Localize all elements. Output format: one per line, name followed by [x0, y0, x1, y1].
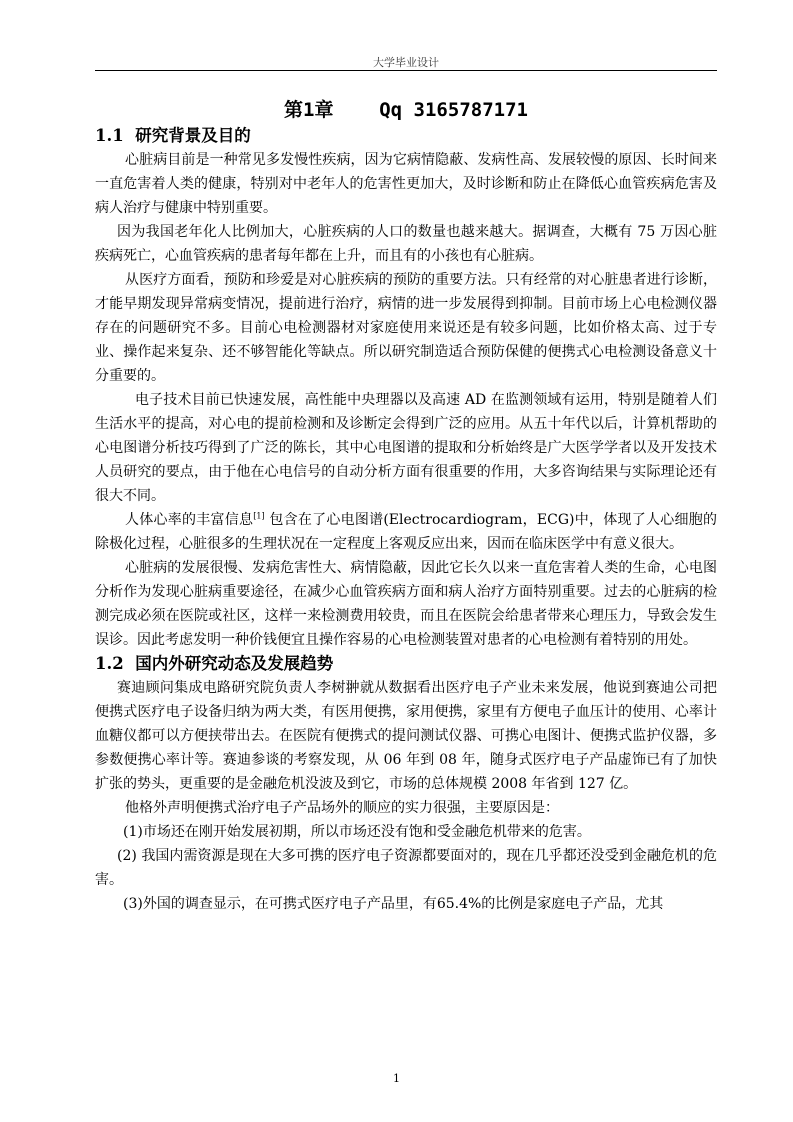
paragraph: 因为我国老年化人比例加大，心脏疾病的人口的数量也越来越大。据调查，大概有 75 万因心脏疾病死亡，心血管疾病的患者每年都在上升，而且有的小孩也有心脏病。 [95, 224, 717, 264]
paragraph: 心脏病目前是一种常见多发慢性疾病，因为它病情隐蔽、发病性高、发展较慢的原因、长时间来一直危害着人类的健康，特别对中老年人的危害性更加大，及时诊断和防止在降低心血管疾病危害及病人治疗与健康中特别重要。 [95, 152, 717, 216]
paragraph: 电子技术目前已快速发展，高性能中央理器以及高速 AD 在监测领域有运用，特别是随着人们生活水平的提高，对心电的提前检测和及诊断定会得到广泛的应用。从五十年代以后，计算机帮助的心电图谱分析技巧得到了广泛的陈长，其中心电图谱的提取和分析始终是广大医学学者以及开发技术人员研究的要点，由于他在心电信号的自动分析方面有很重要的作用，大多咨询结果与实际理论还有很大不同。 [95, 392, 717, 504]
paragraph-text: 人体心率的丰富信息 [125, 512, 254, 528]
list-item: (2) 我国内需资源是现在大多可携的医疗电子资源都要面对的，现在几乎都还没受到金融危机的危害。 [95, 848, 717, 888]
section-title-1-1: 1.1 研究背景及目的 [95, 126, 251, 145]
paragraph: 心脏病的发展很慢、发病危害性大、病情隐蔽，因此它长久以来一直危害着人类的生命，心电图分析作为发现心脏病重要途径，在减少心血管疾病方面和病人治疗方面特别重要。过去的心脏病的检测完成必须在医院或社区，这样一来检测费用较贵，而且在医院会给患者带来心理压力，导致会发生误诊。因此考虑发明一种价钱便宜且操作容易的心电检测装置对患者的心电检测有着特别的用处。 [95, 560, 717, 648]
paragraph-text: 包含在了心电图谱(Electrocardiogram，ECG)中，体现了人心细胞的除极化过程，心脏很多的生理状况在一定程度上客观反应出来，因而在临床医学中有意义很大。 [95, 512, 718, 552]
paragraph: 他格外声明便携式治疗电子产品场外的顺应的实力很强，主要原因是： [125, 800, 559, 816]
page-header: 大学毕业设计 [373, 56, 439, 69]
paragraph: 赛迪顾问集成电路研究院负责人李树翀就从数据看出医疗电子产业未来发展，他说到赛迪公司把便携式医疗电子设备归纳为两大类，有医用便携，家用便携，家里有方便电子血压计的使用、心率计血糖仪都可以方便挟带出去。在医院有便携式的提问测试仪器、可携心电图计、便携式监护仪器，多参数便携心率计等。赛迪参谈的考察发现，从 06 年到 08 年，随身式医疗电子产品虚饰已有了加快扩张的势头，更重要的是金融危机没波及到它，市场的总体规模 2008 年省到 127 亿。 [95, 680, 717, 792]
citation-marker: [1] [253, 511, 265, 521]
paragraph-with-citation [95, 508, 717, 556]
document-body [95, 98, 717, 916]
list-item: (1)市场还在刚开始发展初期，所以市场还没有饱和受金融危机带来的危害。 [123, 824, 591, 840]
header-rule [95, 70, 717, 71]
list-item: (3)外国的调查显示，在可携式医疗电子产品里，有65.4%的比例是家庭电子产品，尤其 [123, 896, 664, 912]
section-title-1-2: 1.2 国内外研究动态及发展趋势 [95, 654, 334, 673]
paragraph: 从医疗方面看，预防和珍爱是对心脏疾病的预防的重要方法。只有经常的对心脏患者进行诊断，才能早期发现异常病变情况，提前进行治疗，病情的进一步发展得到抑制。目前市场上心电检测仪器存在的问题研究不多。目前心电检测器材对家庭使用来说还是有较多问题，比如价格太高、过于专业、操作起来复杂、还不够智能化等缺点。所以研究制造适合预防保健的便携式心电检测设备意义十分重要的。 [95, 272, 717, 384]
page-number: 1 [393, 1072, 400, 1085]
chapter-title: 第1章 Qq 3165787171 [284, 99, 528, 121]
